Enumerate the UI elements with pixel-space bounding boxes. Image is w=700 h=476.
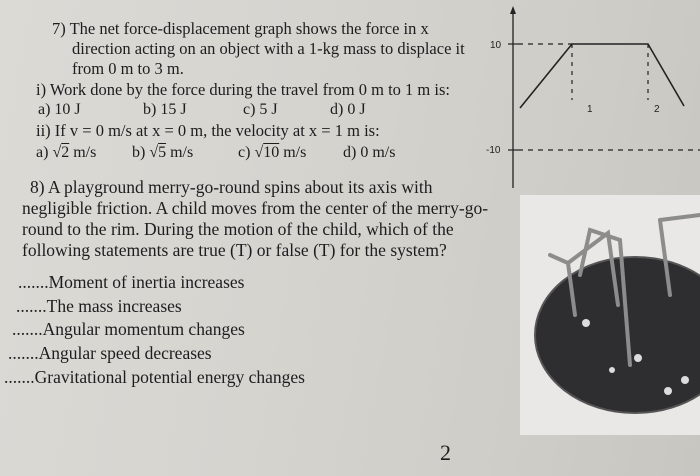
q7-i-option-a: a) 10 J: [38, 101, 81, 118]
unit: m/s: [73, 144, 97, 161]
q7-sub-ii: ii) If v = 0 m/s at x = 0 m, the velocity at x = 1 m is:: [36, 121, 380, 140]
q8-line-2: negligible friction. A child moves from the center of the merry-go-: [22, 198, 489, 218]
q8-line-3: round to the rim. During the motion of the child, which of the: [22, 219, 454, 239]
q7-line-2: direction acting on an object with a 1-kg mass to displace it: [72, 39, 465, 58]
y-tick-label-10: 10: [490, 40, 502, 51]
sqrt-value: 5: [158, 144, 167, 161]
x-tick-label-1: 1: [587, 104, 593, 115]
unit: m/s: [283, 144, 307, 161]
force-curve: [520, 44, 684, 108]
q8-statement-1: .......Moment of inertia increases: [18, 272, 245, 292]
q7-i-option-c: c) 5 J: [243, 101, 278, 118]
force-displacement-graph: [480, 0, 700, 200]
q8-line-4: following statements are true (T) or false (T) for the system?: [22, 240, 447, 260]
merry-go-round-image: [520, 195, 700, 435]
page-number: 2: [440, 440, 451, 465]
q8-statement-4: .......Angular speed decreases: [8, 343, 212, 363]
sqrt-value: 10: [263, 144, 280, 161]
y-axis-arrow: [510, 6, 516, 14]
q7-i-option-d: d) 0 J: [330, 101, 366, 118]
option-label: c): [238, 144, 251, 161]
q8-statement-2: .......The mass increases: [16, 296, 182, 316]
q7-ii-option-d: d) 0 m/s: [343, 144, 396, 161]
y-tick-label-minus10: -10: [486, 145, 501, 156]
q7-line-1: 7) The net force-displacement graph shows the force in x: [52, 19, 429, 38]
q7-line-3: from 0 m to 3 m.: [72, 59, 184, 78]
q7-sub-i: i) Work done by the force during the travel from 0 m to 1 m is:: [36, 80, 450, 99]
sqrt-value: 2: [61, 144, 70, 161]
x-tick-label-2: 2: [654, 104, 660, 115]
q7-ii-option-c: c) √10 m/s: [238, 144, 307, 161]
q7-ii-option-a: a) √2 m/s: [36, 144, 97, 161]
q8-line-1: 8) A playground merry-go-round spins about its axis with: [30, 177, 433, 197]
q7-ii-option-b: b) √5 m/s: [132, 144, 194, 161]
q8-statement-5: .......Gravitational potential energy changes: [4, 367, 305, 387]
unit: m/s: [170, 144, 194, 161]
q8-statement-3: .......Angular momentum changes: [12, 319, 245, 339]
option-label: a): [36, 144, 49, 161]
option-label: b): [132, 144, 146, 161]
q7-i-option-b: b) 15 J: [143, 101, 187, 118]
